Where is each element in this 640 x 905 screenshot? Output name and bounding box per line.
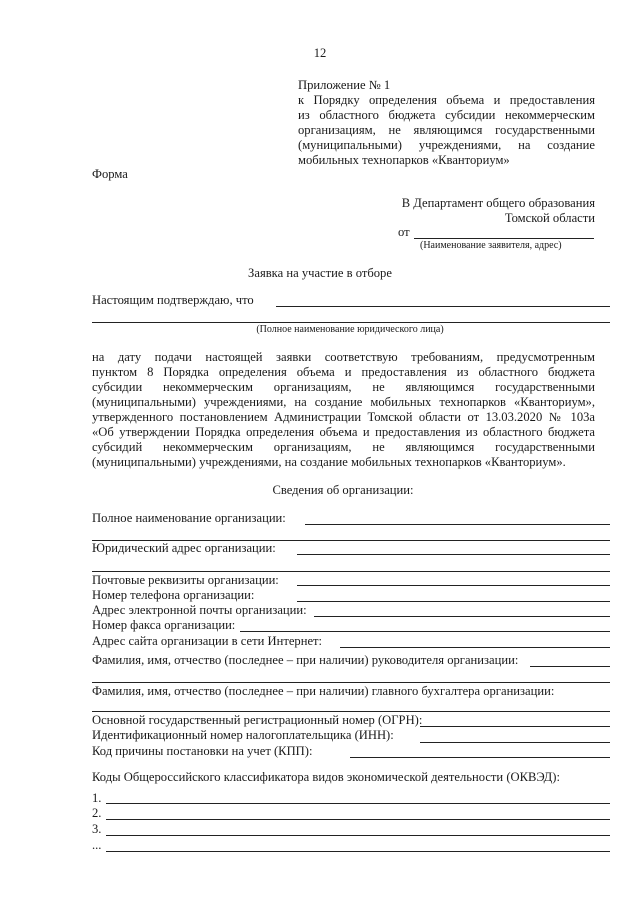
website-field[interactable] bbox=[340, 647, 610, 648]
page-number: 12 bbox=[313, 46, 327, 60]
from-label: от bbox=[398, 225, 410, 239]
okved-field-3[interactable] bbox=[106, 835, 610, 836]
from-field-line[interactable] bbox=[414, 238, 594, 239]
okved-item-number: 1. bbox=[92, 791, 102, 805]
body-line: пунктом 8 Порядка определения объема и предоставления из областного бюджета bbox=[92, 365, 595, 379]
postal-label: Почтовые реквизиты организации: bbox=[92, 573, 279, 587]
recipient-line-2: Томской области bbox=[504, 211, 595, 225]
body-line: «Об утверждении Порядка определения объема и предоставления из областного бюджета bbox=[92, 425, 595, 439]
fax-field[interactable] bbox=[240, 631, 610, 632]
accountant-name-label: Фамилия, имя, отчество (последнее – при наличии) главного бухгалтера организации: bbox=[92, 684, 555, 698]
appendix-line: из областного бюджета субсидии некоммерческим bbox=[298, 108, 595, 122]
body-line: субсидий некоммерческим организациям, не являющимся государственными bbox=[92, 440, 595, 454]
head-name-label: Фамилия, имя, отчество (последнее – при наличии) руководителя организации: bbox=[92, 653, 519, 667]
website-label: Адрес сайта организации в сети Интернет: bbox=[92, 634, 323, 648]
email-label: Адрес электронной почты организации: bbox=[92, 603, 307, 617]
inn-label: Идентификационный номер налогоплательщика (ИНН): bbox=[92, 728, 394, 742]
appendix-line: мобильных технопарков «Кванториум» bbox=[298, 153, 510, 167]
confirm-field-line-1[interactable] bbox=[276, 306, 610, 307]
body-line: утвержденного постановлением Администрации Томской области от 13.03.2020 № 103а bbox=[92, 410, 595, 424]
legal-address-field-2[interactable] bbox=[92, 571, 610, 572]
legal-address-field[interactable] bbox=[297, 554, 610, 555]
email-field[interactable] bbox=[314, 616, 610, 617]
okved-field-1[interactable] bbox=[106, 803, 610, 804]
okved-item-number: ... bbox=[92, 838, 102, 852]
org-info-title: Сведения об организации: bbox=[272, 483, 414, 497]
okved-item-number: 2. bbox=[92, 806, 102, 820]
form-label: Форма bbox=[92, 167, 128, 181]
appendix-line: (муниципальными) учреждениями, на создание bbox=[298, 138, 595, 152]
body-line: субсидии некоммерческим организациям, не являющимся государственными bbox=[92, 380, 595, 394]
phone-label: Номер телефона организации: bbox=[92, 588, 255, 602]
appendix-line: к Порядку определения объема и предоставления bbox=[298, 93, 595, 107]
full-name-label: Полное наименование организации: bbox=[92, 511, 286, 525]
confirm-label: Настоящим подтверждаю, что bbox=[92, 293, 254, 307]
from-hint: (Наименование заявителя, адрес) bbox=[420, 240, 562, 251]
body-line: (муниципальными) учреждениями, на создание мобильных технопарков «Кванториум», bbox=[92, 395, 595, 409]
okved-field-2[interactable] bbox=[106, 819, 610, 820]
appendix-title: Приложение № 1 bbox=[298, 78, 391, 92]
legal-address-label: Юридический адрес организации: bbox=[92, 541, 276, 555]
postal-field[interactable] bbox=[297, 585, 610, 586]
kpp-label: Код причины постановки на учет (КПП): bbox=[92, 744, 313, 758]
recipient-line-1: В Департамент общего образования bbox=[401, 196, 595, 210]
appendix-line: организациям, не являющимся государственными bbox=[298, 123, 595, 137]
inn-field[interactable] bbox=[420, 742, 610, 743]
ogrn-label: Основной государственный регистрационный номер (ОГРН): bbox=[92, 713, 423, 727]
okved-title: Коды Общероссийского классификатора видов экономической деятельности (ОКВЭД): bbox=[92, 770, 560, 784]
head-name-field-2[interactable] bbox=[92, 682, 610, 683]
body-line: (муниципальными) учреждениями, на создание мобильных технопарков «Кванториум». bbox=[92, 455, 566, 469]
fax-label: Номер факса организации: bbox=[92, 618, 236, 632]
body-line: на дату подачи настоящей заявки соответствую требованиям, предусмотренным bbox=[92, 350, 595, 364]
head-name-field[interactable] bbox=[530, 666, 610, 667]
kpp-field[interactable] bbox=[350, 757, 610, 758]
confirm-hint: (Полное наименование юридического лица) bbox=[256, 324, 444, 335]
okved-item-number: 3. bbox=[92, 822, 102, 836]
full-name-field[interactable] bbox=[305, 524, 610, 525]
ogrn-field[interactable] bbox=[420, 726, 610, 727]
phone-field[interactable] bbox=[297, 601, 610, 602]
application-title: Заявка на участие в отборе bbox=[248, 266, 392, 280]
okved-field-4[interactable] bbox=[106, 851, 610, 852]
confirm-field-line-2[interactable] bbox=[92, 322, 610, 323]
accountant-name-field[interactable] bbox=[92, 711, 610, 712]
